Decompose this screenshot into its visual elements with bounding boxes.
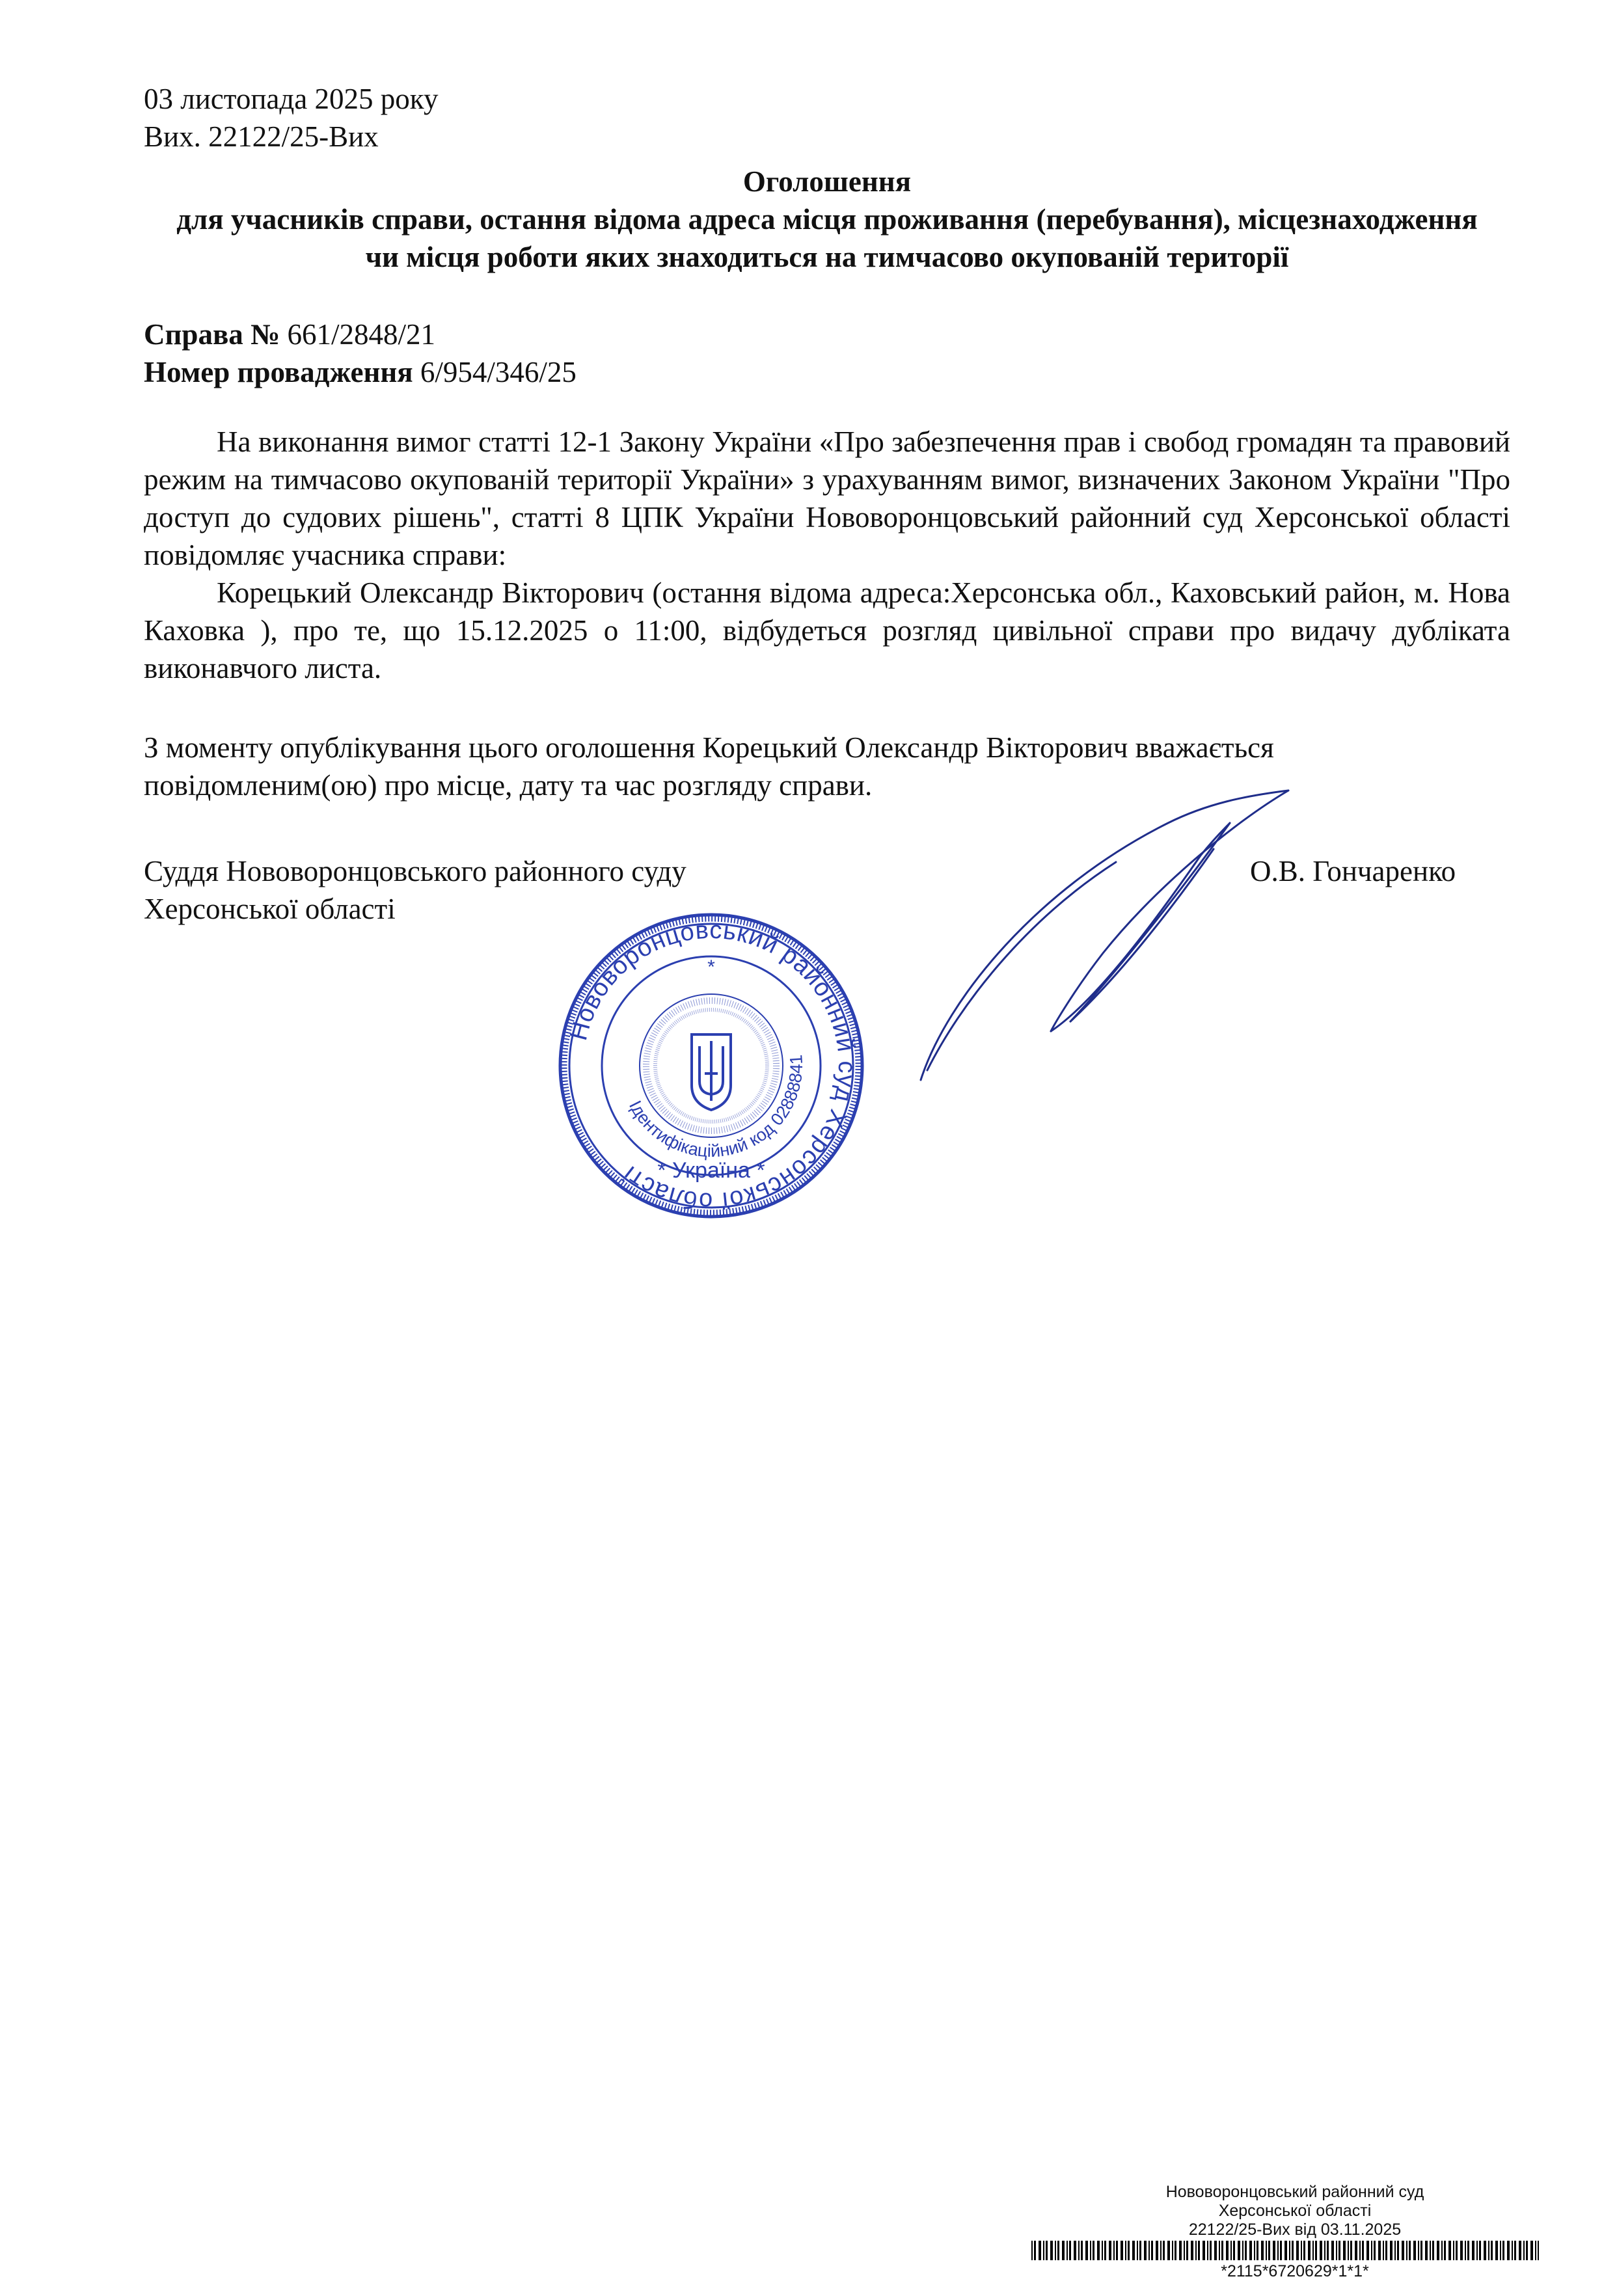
barcode-bar (1350, 2241, 1352, 2260)
barcode-bar (1226, 2241, 1229, 2260)
barcode-bar (1057, 2241, 1059, 2260)
barcode-bar (1308, 2241, 1311, 2260)
barcode-bar (1472, 2241, 1474, 2260)
barcode-bar (1476, 2241, 1478, 2260)
barcode-bar (1046, 2241, 1048, 2260)
barcode-bar (1210, 2241, 1212, 2260)
barcode-bar (1374, 2241, 1376, 2260)
barcode-bar (1245, 2241, 1247, 2260)
barcode-bar (1230, 2241, 1232, 2260)
barcode-bar (1031, 2241, 1033, 2260)
barcode-bar (1167, 2241, 1170, 2260)
barcode-bar (1448, 2241, 1451, 2260)
stamp-bottom-text: * Україна * (657, 1158, 765, 1183)
barcode-bar (1338, 2241, 1340, 2260)
barcode-bar (1186, 2241, 1188, 2260)
body-paragraph-1: На виконання вимог статті 12-1 Закону України «Про забезпечення прав і свобод громадян та правовий режим на тимчасово окупованій території України» з урахуванням вимог, визначених Законом України "Про доступ до судових рішень", статті 8 ЦПК України Нововоронцовський районний суд Херсонської області повідомляє учасника справи: (144, 425, 1510, 571)
barcode-bar (1289, 2241, 1290, 2260)
stamp-star-icon: * (707, 956, 715, 978)
barcode-bar (1502, 2241, 1504, 2260)
barcode-bar (1378, 2241, 1381, 2260)
barcode-bar (1512, 2241, 1513, 2260)
barcode-bar (1128, 2241, 1130, 2260)
barcode-bar (1519, 2241, 1521, 2260)
barcode-bar (1113, 2241, 1115, 2260)
barcode-bar (1523, 2241, 1525, 2260)
barcode-bar (1336, 2241, 1337, 2260)
barcode-bar (1484, 2241, 1486, 2260)
barcode-bar (1432, 2241, 1434, 2260)
barcode-bar (1303, 2241, 1305, 2260)
barcode-bar (1207, 2241, 1208, 2260)
judge-name: О.В. Гончаренко (1250, 855, 1456, 887)
barcode-bar (1406, 2241, 1407, 2260)
barcode-bar (1488, 2241, 1489, 2260)
barcode-bar (1043, 2241, 1044, 2260)
registration-footer (1067, 2183, 1523, 2239)
barcode-bar (1324, 2241, 1325, 2260)
barcode-bar (1034, 2241, 1036, 2260)
stamp-inner-text-value: Ідентифікаційний код 02888841 (625, 1054, 807, 1161)
title-block (144, 163, 1510, 276)
barcode-bar (1453, 2241, 1454, 2260)
barcode-bar (1371, 2241, 1372, 2260)
barcode-bar (1362, 2241, 1364, 2260)
barcode-bar (1331, 2241, 1334, 2260)
barcode-bar (1320, 2241, 1322, 2260)
barcode-bar (1507, 2241, 1510, 2260)
barcode-bar (1249, 2241, 1252, 2260)
footer-registration-number: 22122/25-Вих від 03.11.2025 (1188, 2221, 1402, 2239)
barcode-bar (1069, 2241, 1071, 2260)
barcode-bar (1437, 2241, 1439, 2260)
barcode-bar (1500, 2241, 1501, 2260)
barcode-bar (1495, 2241, 1498, 2260)
footer-region: Херсонської області (1218, 2202, 1372, 2220)
barcode-bar (1198, 2241, 1200, 2260)
barcode-bar (1538, 2241, 1539, 2260)
barcode-bar (1444, 2241, 1446, 2260)
barcode-bar (1257, 2241, 1258, 2260)
barcode-bar (1125, 2241, 1126, 2260)
barcode-bar (1097, 2241, 1100, 2260)
announcement-body (144, 423, 1510, 687)
case-info (144, 316, 577, 391)
barcode-bar (1420, 2241, 1422, 2260)
barcode (1031, 2241, 1539, 2260)
barcode-bar (1156, 2241, 1158, 2260)
barcode-bar (1102, 2241, 1103, 2260)
barcode-bar (1242, 2241, 1243, 2260)
barcode-bar (1366, 2241, 1369, 2260)
barcode-bar (1343, 2241, 1346, 2260)
barcode-bar (1402, 2241, 1404, 2260)
barcode-bar (1238, 2241, 1240, 2260)
barcode-bar (1456, 2241, 1458, 2260)
barcode-bar (1085, 2241, 1088, 2260)
barcode-bar (1050, 2241, 1053, 2260)
notification-statement (144, 729, 1510, 804)
barcode-bar (1348, 2241, 1349, 2260)
barcode-bar (1254, 2241, 1255, 2260)
barcode-bar (1491, 2241, 1493, 2260)
barcode-bar (1055, 2241, 1056, 2260)
case-number-line (144, 316, 577, 353)
barcode-bar (1151, 2241, 1153, 2260)
barcode-bar (1268, 2241, 1270, 2260)
judge-position-line-1: Суддя Нововоронцовського районного суду (144, 855, 686, 887)
barcode-bar (1301, 2241, 1302, 2260)
barcode-bar (1109, 2241, 1111, 2260)
barcode-bar (1148, 2241, 1150, 2260)
barcode-bar (1090, 2241, 1091, 2260)
barcode-bar (1121, 2241, 1123, 2260)
barcode-bar (1397, 2241, 1399, 2260)
barcode-bar (1460, 2241, 1463, 2260)
barcode-bar (1280, 2241, 1282, 2260)
notice-line-2: повідомленим(ою) про місце, дату та час розгляду справи. (144, 769, 873, 802)
document-title: Оголошення (742, 165, 912, 198)
barcode-bar (1261, 2241, 1264, 2260)
barcode-bar (1081, 2241, 1083, 2260)
barcode-bar (1175, 2241, 1176, 2260)
barcode-bar (1418, 2241, 1419, 2260)
barcode-bar (1430, 2241, 1431, 2260)
proceeding-label: Номер провадження (144, 356, 413, 388)
barcode-bar (1139, 2241, 1141, 2260)
barcode-bar (1144, 2241, 1147, 2260)
barcode-bar (1390, 2241, 1393, 2260)
barcode-bar (1266, 2241, 1267, 2260)
barcode-bar (1203, 2241, 1205, 2260)
outgoing-number: Вих. 22122/25-Вих (144, 120, 379, 153)
barcode-bar (1425, 2241, 1428, 2260)
document-subtitle-line-2: чи місця роботи яких знаходиться на тимчасово окупованій території (365, 241, 1289, 273)
barcode-bar (1179, 2241, 1182, 2260)
barcode-bar (1385, 2241, 1387, 2260)
barcode-bar (1039, 2241, 1041, 2260)
handwritten-signature (908, 784, 1305, 1096)
barcode-bar (1214, 2241, 1217, 2260)
barcode-bar (1327, 2241, 1329, 2260)
barcode-bar (1530, 2241, 1533, 2260)
barcode-bar (1093, 2241, 1094, 2260)
barcode-bar (1409, 2241, 1411, 2260)
proceeding-number-line (144, 353, 577, 391)
barcode-bar (1355, 2241, 1357, 2260)
court-seal-stamp (556, 911, 866, 1221)
barcode-bar (1074, 2241, 1076, 2260)
notice-line-1: З моменту опублікування цього оголошення Корецький Олександр Вікторович вважається (144, 731, 1274, 764)
barcode-bar (1465, 2241, 1466, 2260)
barcode-bar (1467, 2241, 1469, 2260)
barcode-bar (1137, 2241, 1138, 2260)
barcode-bar (1132, 2241, 1135, 2260)
judge-position-line-2: Херсонської області (144, 893, 396, 925)
barcode-bar (1413, 2241, 1416, 2260)
barcode-bar (1359, 2241, 1361, 2260)
proceeding-number: 6/954/346/25 (420, 356, 577, 388)
barcode-bar (1277, 2241, 1279, 2260)
document-subtitle-line-1: для учасників справи, остання відома адреса місця проживання (перебування), місцезнаходження (176, 203, 1478, 236)
barcode-bar (1221, 2241, 1223, 2260)
barcode-bar (1479, 2241, 1481, 2260)
barcode-bar (1514, 2241, 1516, 2260)
barcode-bar (1062, 2241, 1065, 2260)
barcode-bar (1273, 2241, 1275, 2260)
barcode-bar (1195, 2241, 1197, 2260)
footer-court-name: Нововоронцовський районний суд (1165, 2183, 1424, 2201)
barcode-bar (1219, 2241, 1220, 2260)
barcode-text: *2115*6720629*1*1* (1221, 2262, 1369, 2280)
barcode-bar (1296, 2241, 1299, 2260)
stamp-outer-text-value: Нововоронцовський районний суд Херсонської області (565, 916, 861, 1215)
barcode-bar (1292, 2241, 1294, 2260)
barcode-bar (1163, 2241, 1165, 2260)
barcode-bar (1312, 2241, 1314, 2260)
case-label: Справа № (144, 318, 280, 351)
barcode-bar (1191, 2241, 1193, 2260)
barcode-bar (1535, 2241, 1536, 2260)
barcode-bar (1526, 2241, 1528, 2260)
barcode-bar (1078, 2241, 1080, 2260)
barcode-bar (1284, 2241, 1287, 2260)
barcode-bar (1160, 2241, 1162, 2260)
barcode-bar (1383, 2241, 1384, 2260)
barcode-bar (1104, 2241, 1106, 2260)
barcode-bar (1172, 2241, 1173, 2260)
barcode-bar (1067, 2241, 1068, 2260)
document-date: 03 листопада 2025 року (144, 83, 439, 115)
barcode-bar (1116, 2241, 1118, 2260)
barcode-bar (1394, 2241, 1396, 2260)
trident-emblem-icon (692, 1034, 731, 1110)
body-paragraph-2: Корецький Олександр Вікторович (остання відома адреса:Херсонська обл., Каховський район, м. Нова Каховка ), про те, що 15.12.2025 о 11:00, відбудеться розгляд цивільної справи про видачу дубліката виконавчого листа. (144, 576, 1510, 684)
case-number: 661/2848/21 (287, 318, 435, 351)
barcode-bar (1184, 2241, 1185, 2260)
barcode-bar (1441, 2241, 1443, 2260)
barcode-bar (1233, 2241, 1235, 2260)
barcode-bar (1315, 2241, 1317, 2260)
